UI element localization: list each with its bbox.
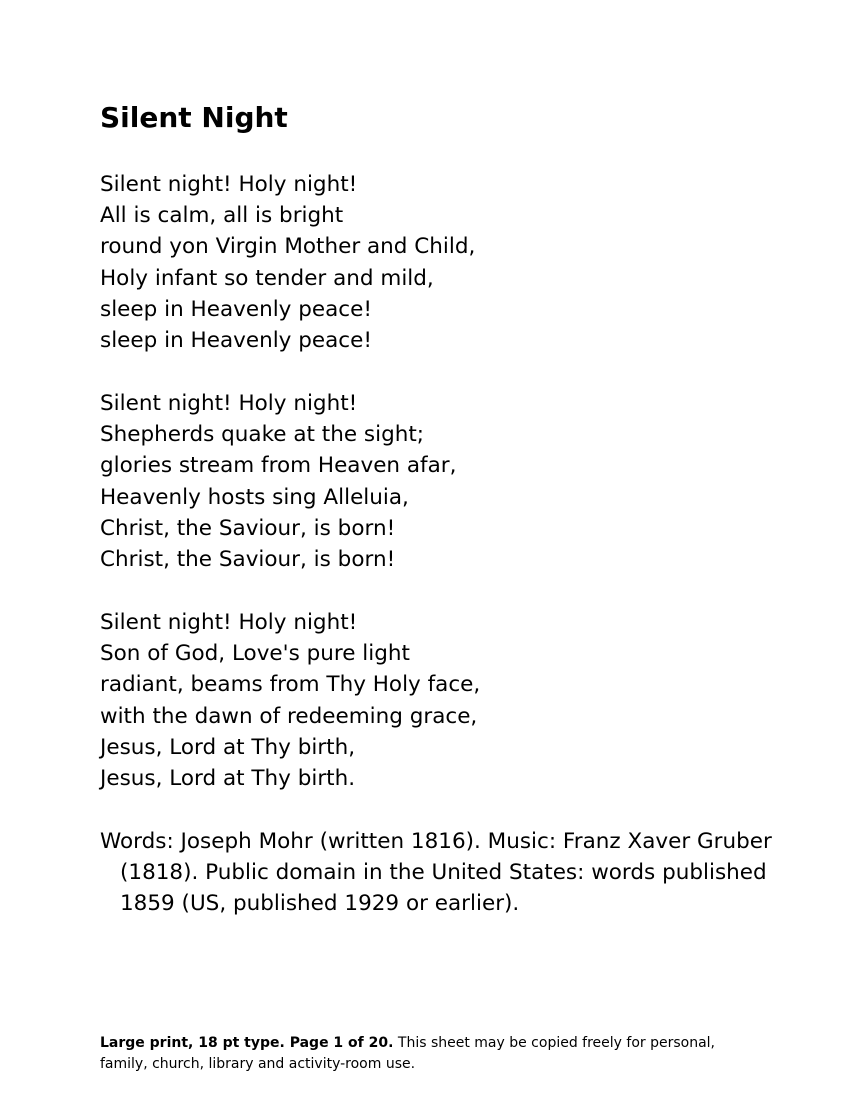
lyric-line: Jesus, Lord at Thy birth.: [100, 766, 356, 792]
lyric-line: with the dawn of redeeming grace,: [100, 703, 478, 729]
stanza-3: [100, 607, 480, 794]
song-title: Silent Night: [100, 101, 288, 134]
lyric-line: Christ, the Saviour, is born!: [100, 547, 396, 573]
lyric-line: round yon Virgin Mother and Child,: [100, 234, 476, 260]
lyric-line: Holy infant so tender and mild,: [100, 265, 434, 291]
page-footer: [100, 1033, 750, 1075]
lyric-line: Christ, the Saviour, is born!: [100, 515, 396, 541]
song-credit: Words: Joseph Mohr (written 1816). Music: Franz Xaver Gruber (1818). Public domain in the United States: words published 1859 (US, published 1929 or earlier).: [100, 829, 772, 916]
lyric-line: sleep in Heavenly peace!: [100, 296, 372, 322]
lyric-line: sleep in Heavenly peace!: [100, 328, 372, 354]
lyric-line: Jesus, Lord at Thy birth,: [100, 734, 356, 760]
lyric-line: Silent night! Holy night!: [100, 391, 358, 416]
lyric-line: Shepherds quake at the sight;: [100, 422, 425, 448]
stanza-1: [100, 169, 475, 356]
lyric-line: glories stream from Heaven afar,: [100, 453, 457, 479]
lyric-line: Son of God, Love's pure light: [100, 641, 410, 667]
lyric-line: All is calm, all is bright: [100, 203, 344, 229]
footer-emphasis: Large print, 18 pt type. Page 1 of 20.: [100, 1035, 394, 1051]
footer-text: This sheet may be copied freely for personal, family, church, library and activity-room use.: [100, 1035, 716, 1072]
lyric-line: Heavenly hosts sing Alleluia,: [100, 484, 409, 510]
lyric-line: radiant, beams from Thy Holy face,: [100, 672, 481, 698]
stanza-2: [100, 388, 456, 575]
lyric-line: Silent night! Holy night!: [100, 172, 358, 197]
lyric-line: Silent night! Holy night!: [100, 610, 358, 635]
